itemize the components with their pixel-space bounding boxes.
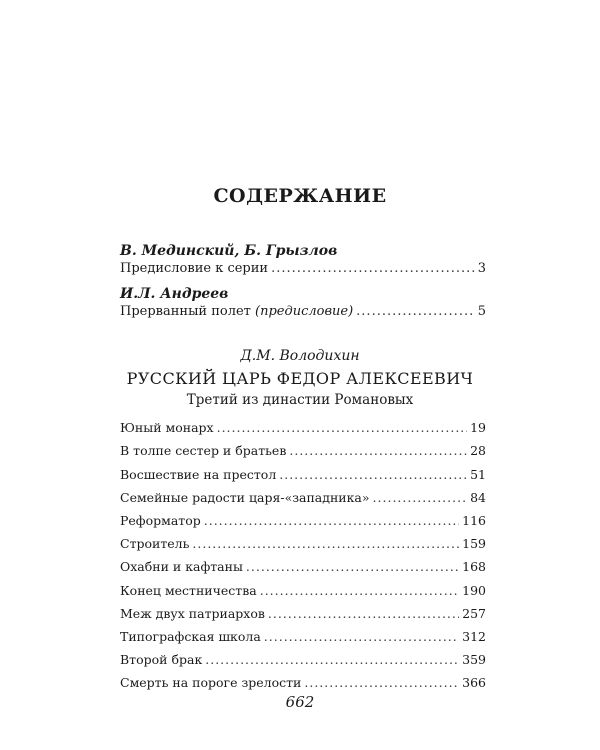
chapter-entry	[120, 437, 486, 460]
page-ref: 3	[477, 261, 486, 276]
book-title: РУССКИЙ ЦАРЬ ФЕДОР АЛЕКСЕЕВИЧ	[126, 369, 474, 388]
dot-leader	[279, 466, 467, 484]
chapter-page: 359	[462, 652, 486, 668]
dot-leader	[205, 651, 459, 669]
book-author: Д.М. Володихин	[240, 348, 360, 364]
chapter-title: Реформатор	[120, 512, 201, 528]
chapter-title: Второй брак	[120, 652, 203, 668]
dot-leader	[204, 512, 459, 530]
chapter-entry	[120, 600, 486, 623]
preface-author: И.Л. Андреев	[120, 286, 229, 302]
page-title: СОДЕРЖАНИЕ	[213, 185, 387, 207]
chapter-page: 190	[462, 582, 486, 598]
dot-leader	[268, 605, 459, 623]
chapter-page: 312	[462, 628, 486, 644]
dot-leader	[304, 674, 459, 692]
chapter-title: Конец местничества	[120, 582, 257, 598]
chapter-title: В толпе сестер и братьев	[120, 443, 287, 459]
chapter-page: 366	[462, 675, 486, 691]
dot-leader	[356, 303, 475, 321]
page-ref: 5	[477, 304, 486, 319]
chapter-page: 168	[462, 559, 486, 575]
dot-leader	[271, 260, 475, 278]
toc-line	[120, 303, 486, 321]
preface-title-wrap	[120, 303, 353, 321]
chapter-entry	[120, 553, 486, 576]
chapter-title: Меж двух патриархов	[120, 605, 265, 621]
chapter-page: 159	[462, 536, 486, 552]
page-number: 662	[285, 693, 315, 711]
chapter-title: Смерть на пороге зрелости	[120, 675, 302, 691]
dot-leader	[192, 535, 459, 553]
preface-title: Предисловие к серии	[120, 261, 269, 276]
chapter-entry	[120, 484, 486, 507]
chapter-entry	[120, 669, 486, 692]
toc-line	[120, 260, 486, 278]
chapter-title: Охабни и кафтаны	[120, 559, 243, 575]
chapter-title: Юный монарх	[120, 420, 214, 436]
chapter-page: 28	[470, 443, 486, 459]
preface-entry-1	[120, 242, 486, 278]
book-subtitle: Третий из династии Романовых	[186, 392, 414, 408]
chapter-page: 257	[462, 605, 486, 621]
chapter-entry	[120, 414, 486, 437]
preface-entry-2	[120, 285, 486, 321]
chapter-entry	[120, 623, 486, 646]
chapter-page: 84	[470, 489, 486, 505]
chapter-entry	[120, 460, 486, 483]
chapter-entry	[120, 530, 486, 553]
chapter-title: Типографская школа	[120, 628, 261, 644]
chapter-entry	[120, 646, 486, 669]
chapter-entry	[120, 576, 486, 599]
chapter-entry	[120, 507, 486, 530]
chapter-page: 116	[462, 512, 486, 528]
dot-leader	[264, 628, 459, 646]
preface-author: В. Мединский, Б. Грызлов	[120, 243, 338, 259]
dot-leader	[246, 558, 459, 576]
preface-note: (предисловие)	[255, 304, 354, 319]
chapter-page: 19	[470, 420, 486, 436]
dot-leader	[217, 419, 468, 437]
chapter-title: Восшествие на престол	[120, 466, 277, 482]
chapter-list	[120, 414, 486, 692]
dot-leader	[260, 582, 459, 600]
dot-leader	[373, 489, 468, 507]
chapter-page: 51	[470, 466, 486, 482]
chapter-title: Семейные радости царя-«западника»	[120, 489, 370, 505]
dot-leader	[289, 442, 467, 460]
preface-title: Прерванный полет	[120, 304, 251, 319]
chapter-title: Строитель	[120, 536, 190, 552]
